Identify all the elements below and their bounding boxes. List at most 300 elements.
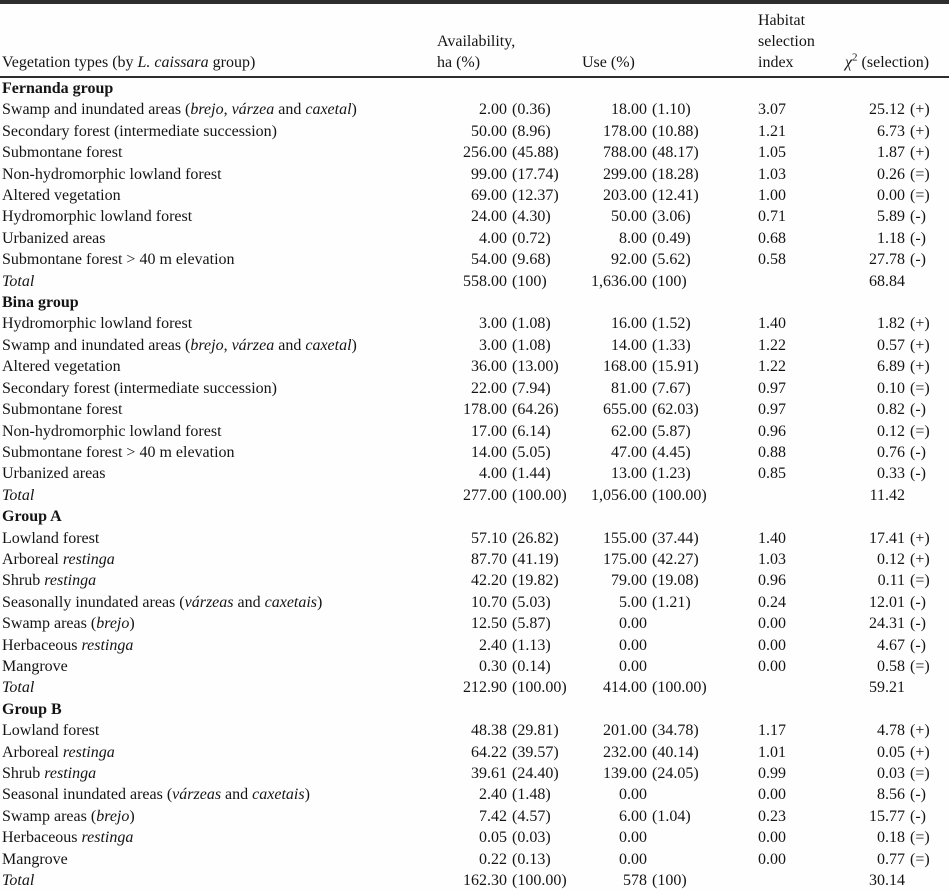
cell-availability	[437, 849, 582, 870]
table-row	[0, 399, 949, 420]
cell-use	[582, 656, 752, 677]
cell-index	[752, 677, 845, 698]
cell-vegetation: Hydromorphic lowland forest	[2, 208, 193, 226]
cell-availability	[437, 870, 582, 891]
cell-use	[582, 763, 752, 784]
value-sign: (-)	[910, 636, 926, 654]
cell-vegetation: Lowland forest	[2, 529, 100, 547]
total-row	[0, 271, 949, 292]
cell-chi	[845, 121, 949, 142]
cell-chi	[845, 742, 949, 763]
value-number: 1.87	[877, 144, 905, 162]
value-percent: (5.03)	[512, 593, 551, 611]
value-percent: (29.81)	[512, 722, 559, 740]
cell-vegetation: Arboreal restinga	[2, 743, 115, 761]
cell-index: 0.00	[758, 786, 786, 804]
cell-index: 0.71	[758, 208, 786, 226]
cell-use	[582, 827, 752, 848]
value-percent: (24.40)	[512, 765, 559, 782]
value-percent: (17.74)	[512, 165, 559, 183]
cell-availability	[437, 378, 582, 399]
cell-chi	[845, 463, 949, 484]
header-habitat-selection-index	[752, 4, 845, 77]
table-row	[0, 164, 949, 185]
cell-availability	[437, 99, 582, 120]
header-index-line2: selection	[758, 33, 815, 50]
cell-index: 1.40	[758, 529, 786, 547]
value-number: 655.00	[603, 401, 647, 419]
cell-vegetation: Non-hydromorphic lowland forest	[2, 165, 222, 183]
cell-vegetation: Hydromorphic lowland forest	[2, 315, 193, 333]
cell-availability	[437, 463, 582, 484]
cell-availability	[437, 570, 582, 591]
table-row	[0, 720, 949, 741]
value-percent: (9.68)	[512, 251, 551, 269]
value-number: 414.00	[603, 679, 647, 697]
value-number: 2.00	[479, 101, 507, 119]
table-row	[0, 121, 949, 142]
value-percent: (39.57)	[512, 743, 559, 761]
cell-vegetation: Mangrove	[2, 850, 68, 868]
value-number: 0.00	[619, 657, 647, 675]
cell-use	[582, 528, 752, 549]
value-number: 3.00	[479, 336, 507, 354]
cell-use	[582, 228, 752, 249]
cell-use	[582, 121, 752, 142]
value-number: 0.22	[479, 850, 507, 868]
cell-chi	[845, 763, 949, 784]
cell-chi	[845, 399, 949, 420]
cell-index: 0.58	[758, 251, 786, 269]
value-sign: (+)	[910, 144, 930, 162]
cell-vegetation: Swamp and inundated areas (brejo, várzea and caxetal)	[2, 101, 357, 119]
value-number: 0.18	[877, 829, 905, 847]
cell-availability	[437, 421, 582, 442]
value-sign: (+)	[910, 315, 930, 333]
cell-vegetation: Herbaceous restinga	[2, 636, 134, 654]
value-number: 59.21	[869, 679, 905, 697]
value-number: 99.00	[471, 165, 507, 183]
cell-availability	[437, 271, 582, 292]
cell-vegetation: Swamp areas (brejo)	[2, 615, 135, 633]
table-row	[0, 249, 949, 270]
cell-vegetation: Herbaceous restinga	[2, 829, 134, 847]
value-number: 50.00	[471, 122, 507, 140]
cell-availability	[437, 592, 582, 613]
cell-vegetation: Urbanized areas	[2, 229, 106, 247]
table-row	[0, 335, 949, 356]
cell-use	[582, 613, 752, 634]
cell-chi	[845, 442, 949, 463]
total-row	[0, 677, 949, 698]
cell-use	[582, 849, 752, 870]
cell-index: 0.97	[758, 401, 786, 419]
header-vegetation-label: Vegetation types (by L. caissara group)	[2, 54, 256, 71]
value-number: 6.73	[877, 122, 905, 140]
value-sign: (-)	[910, 807, 926, 825]
value-percent: (4.45)	[652, 443, 691, 461]
cell-index: 1.22	[758, 336, 786, 354]
cell-index: 1.00	[758, 187, 786, 205]
table-row	[0, 356, 949, 377]
value-number: 25.12	[869, 101, 905, 119]
value-percent: (0.49)	[652, 229, 691, 247]
value-percent: (45.88)	[512, 144, 559, 162]
table-row	[0, 592, 949, 613]
value-number: 8.56	[877, 786, 905, 804]
value-number: 0.00	[619, 850, 647, 868]
value-sign: (-)	[910, 615, 926, 633]
cell-chi	[845, 720, 949, 741]
cell-index: 0.00	[758, 657, 786, 675]
cell-use	[582, 421, 752, 442]
value-number: 79.00	[611, 572, 647, 590]
header-index-line1: Habitat	[758, 12, 806, 29]
value-number: 232.00	[603, 743, 647, 761]
value-number: 155.00	[603, 529, 647, 547]
cell-vegetation: Secondary forest (intermediate succession)	[2, 379, 278, 397]
cell-vegetation: Total	[2, 272, 35, 290]
value-number: 0.26	[877, 165, 905, 183]
table-row	[0, 99, 949, 120]
cell-chi	[845, 677, 949, 698]
value-percent: (0.72)	[512, 229, 551, 247]
value-number: 5.89	[877, 208, 905, 226]
value-sign: (+)	[910, 550, 930, 568]
value-percent: (10.88)	[652, 122, 699, 140]
header-availability	[437, 4, 582, 77]
value-number: 788.00	[603, 144, 647, 162]
value-sign: (-)	[910, 229, 926, 247]
cell-availability	[437, 399, 582, 420]
value-number: 0.76	[877, 443, 905, 461]
header-use-label: Use (%)	[582, 54, 635, 71]
cell-index: 1.40	[758, 315, 786, 333]
group-header-cell: Fernanda group	[2, 80, 114, 97]
table-row	[0, 378, 949, 399]
value-number: 48.38	[471, 722, 507, 740]
header-use	[582, 4, 752, 77]
value-sign: (-)	[910, 401, 926, 419]
value-number: 36.00	[471, 358, 507, 376]
value-percent: (1.10)	[652, 101, 691, 119]
value-number: 0.33	[877, 465, 905, 483]
cell-availability	[437, 763, 582, 784]
value-percent: (41.19)	[512, 550, 559, 568]
cell-vegetation: Submontane forest	[2, 401, 123, 419]
value-percent: (4.57)	[512, 807, 551, 825]
cell-vegetation: Mangrove	[2, 657, 68, 675]
value-number: 4.78	[877, 722, 905, 740]
cell-vegetation: Shrub restinga	[2, 572, 97, 590]
cell-use	[582, 185, 752, 206]
cell-index: 0.00	[758, 636, 786, 654]
value-percent: (18.28)	[652, 165, 699, 183]
cell-chi	[845, 549, 949, 570]
value-percent: (13.00)	[512, 358, 559, 376]
cell-use	[582, 99, 752, 120]
cell-availability	[437, 249, 582, 270]
value-sign: (+)	[910, 529, 930, 547]
value-number: 10.70	[471, 593, 507, 611]
cell-vegetation: Secondary forest (intermediate succession)	[2, 122, 278, 140]
value-number: 92.00	[611, 251, 647, 269]
header-availability-line2: ha (%)	[437, 54, 481, 71]
cell-chi	[845, 421, 949, 442]
value-number: 47.00	[611, 443, 647, 461]
cell-use	[582, 720, 752, 741]
table-row	[0, 784, 949, 805]
table-row	[0, 827, 949, 848]
cell-index: 0.85	[758, 465, 786, 483]
value-number: 212.90	[463, 679, 507, 697]
cell-index: 0.00	[758, 850, 786, 868]
cell-index: 1.17	[758, 722, 786, 740]
cell-chi	[845, 849, 949, 870]
table-header	[0, 4, 949, 77]
cell-chi	[845, 827, 949, 848]
cell-availability	[437, 313, 582, 334]
value-number: 16.00	[611, 315, 647, 333]
cell-chi	[845, 313, 949, 334]
value-number: 17.00	[471, 422, 507, 440]
value-number: 0.05	[877, 743, 905, 761]
cell-vegetation: Submontane forest > 40 m elevation	[2, 251, 235, 269]
table-row	[0, 849, 949, 870]
table-row	[0, 442, 949, 463]
cell-chi	[845, 613, 949, 634]
value-number: 0.58	[877, 657, 905, 675]
cell-chi	[845, 528, 949, 549]
value-number: 39.61	[471, 765, 507, 782]
value-sign: (+)	[910, 101, 930, 119]
value-percent: (1.21)	[652, 593, 691, 611]
group-header-cell: Bina group	[2, 294, 79, 312]
cell-use	[582, 635, 752, 656]
value-number: 24.31	[869, 615, 905, 633]
cell-chi	[845, 185, 949, 206]
value-percent: (1.44)	[512, 465, 551, 483]
value-percent: (4.30)	[512, 208, 551, 226]
value-number: 178.00	[463, 401, 507, 419]
value-percent: (34.78)	[652, 722, 699, 740]
cell-use	[582, 570, 752, 591]
value-percent: (0.13)	[512, 850, 551, 868]
value-sign: (=)	[910, 829, 930, 847]
value-percent: (64.26)	[512, 401, 559, 419]
value-number: 54.00	[471, 251, 507, 269]
cell-vegetation: Seasonal inundated areas (várzeas and caxetais)	[2, 786, 310, 804]
value-number: 256.00	[463, 144, 507, 162]
value-sign: (+)	[910, 122, 930, 140]
table-row	[0, 528, 949, 549]
value-number: 30.14	[869, 872, 905, 890]
cell-chi	[845, 592, 949, 613]
value-percent: (5.05)	[512, 443, 551, 461]
cell-index: 1.01	[758, 743, 786, 761]
value-percent: (100.00)	[512, 872, 567, 890]
cell-index: 3.07	[758, 101, 786, 119]
cell-chi	[845, 485, 949, 506]
value-sign: (+)	[910, 743, 930, 761]
value-number: 201.00	[603, 722, 647, 740]
value-number: 27.78	[869, 251, 905, 269]
header-availability-line1: Availability,	[437, 33, 516, 50]
value-percent: (1.48)	[512, 786, 551, 804]
group-header-row	[0, 77, 949, 99]
cell-index: 0.00	[758, 615, 786, 633]
cell-use	[582, 592, 752, 613]
value-percent: (5.87)	[652, 422, 691, 440]
value-number: 14.00	[611, 336, 647, 354]
value-number: 69.00	[471, 187, 507, 205]
cell-vegetation: Non-hydromorphic lowland forest	[2, 422, 222, 440]
value-percent: (8.96)	[512, 122, 551, 140]
cell-chi	[845, 870, 949, 891]
cell-index: 0.68	[758, 229, 786, 247]
cell-chi	[845, 249, 949, 270]
cell-vegetation: Submontane forest	[2, 144, 123, 162]
cell-index: 1.03	[758, 550, 786, 568]
value-percent: (19.08)	[652, 572, 699, 590]
cell-use	[582, 806, 752, 827]
value-percent: (19.82)	[512, 572, 559, 590]
value-number: 0.00	[877, 187, 905, 205]
cell-index: 1.21	[758, 122, 786, 140]
cell-vegetation: Seasonally inundated areas (várzeas and caxetais)	[2, 593, 323, 611]
value-percent: (6.14)	[512, 422, 551, 440]
cell-use	[582, 399, 752, 420]
value-number: 5.00	[619, 593, 647, 611]
cell-index: 0.88	[758, 443, 786, 461]
value-number: 1.82	[877, 315, 905, 333]
value-percent: (100)	[652, 272, 687, 290]
cell-vegetation: Total	[2, 679, 35, 697]
cell-chi	[845, 356, 949, 377]
total-row	[0, 870, 949, 891]
cell-availability	[437, 528, 582, 549]
value-percent: (1.08)	[512, 336, 551, 354]
header-row	[0, 4, 949, 77]
value-percent: (100.00)	[652, 679, 707, 697]
cell-availability	[437, 613, 582, 634]
cell-vegetation: Swamp and inundated areas (brejo, várzea and caxetal)	[2, 336, 357, 354]
value-sign: (-)	[910, 593, 926, 611]
value-percent: (5.87)	[512, 615, 551, 633]
value-number: 0.77	[877, 850, 905, 868]
value-percent: (42.27)	[652, 550, 699, 568]
cell-use	[582, 313, 752, 334]
value-sign: (=)	[910, 422, 930, 440]
value-number: 6.89	[877, 358, 905, 376]
cell-use	[582, 271, 752, 292]
table-body	[0, 77, 949, 891]
cell-availability	[437, 677, 582, 698]
cell-chi	[845, 271, 949, 292]
value-percent: (48.17)	[652, 144, 699, 162]
value-sign: (=)	[910, 657, 930, 675]
value-sign: (=)	[910, 765, 930, 782]
value-sign: (+)	[910, 358, 930, 376]
cell-availability	[437, 228, 582, 249]
value-number: 1,056.00	[591, 486, 647, 504]
cell-index: 0.96	[758, 422, 786, 440]
group-header-cell: Group B	[2, 700, 62, 718]
table-row	[0, 763, 949, 784]
cell-chi	[845, 570, 949, 591]
cell-availability	[437, 784, 582, 805]
cell-index: 0.99	[758, 765, 786, 782]
cell-vegetation: Submontane forest > 40 m elevation	[2, 443, 235, 461]
value-percent: (40.14)	[652, 743, 699, 761]
value-number: 4.00	[479, 229, 507, 247]
cell-availability	[437, 164, 582, 185]
cell-chi	[845, 142, 949, 163]
value-percent: (0.03)	[512, 829, 551, 847]
value-percent: (100)	[512, 272, 547, 290]
total-row	[0, 485, 949, 506]
group-header-row	[0, 506, 949, 527]
cell-chi	[845, 378, 949, 399]
value-number: 0.82	[877, 401, 905, 419]
value-percent: (1.08)	[512, 315, 551, 333]
value-number: 277.00	[463, 486, 507, 504]
value-percent: (0.14)	[512, 657, 551, 675]
value-number: 11.42	[869, 486, 905, 504]
value-number: 12.01	[869, 593, 905, 611]
value-number: 62.00	[611, 422, 647, 440]
value-percent: (3.06)	[652, 208, 691, 226]
cell-vegetation: Arboreal restinga	[2, 550, 115, 568]
cell-use	[582, 164, 752, 185]
group-header-cell: Group A	[2, 508, 62, 526]
cell-vegetation: Swamp areas (brejo)	[2, 807, 135, 825]
table-row	[0, 806, 949, 827]
value-number: 139.00	[603, 765, 647, 782]
cell-availability	[437, 549, 582, 570]
value-sign: (-)	[910, 443, 926, 461]
cell-vegetation: Total	[2, 872, 35, 890]
cell-availability	[437, 827, 582, 848]
cell-use	[582, 677, 752, 698]
cell-availability	[437, 806, 582, 827]
table-row	[0, 185, 949, 206]
value-sign: (=)	[910, 187, 930, 205]
value-number: 50.00	[611, 208, 647, 226]
value-percent: (1.23)	[652, 465, 691, 483]
value-number: 6.00	[619, 807, 647, 825]
cell-chi	[845, 164, 949, 185]
value-percent: (1.13)	[512, 636, 551, 654]
value-number: 0.05	[479, 829, 507, 847]
value-number: 13.00	[611, 465, 647, 483]
table-row	[0, 549, 949, 570]
cell-vegetation: Altered vegetation	[2, 358, 121, 376]
value-number: 15.77	[869, 807, 905, 825]
value-number: 2.40	[479, 786, 507, 804]
value-percent: (12.41)	[652, 187, 699, 205]
value-sign: (-)	[910, 251, 926, 269]
value-number: 178.00	[603, 122, 647, 140]
table-row	[0, 142, 949, 163]
value-sign: (-)	[910, 786, 926, 804]
cell-chi	[845, 784, 949, 805]
cell-chi	[845, 206, 949, 227]
value-number: 42.20	[471, 572, 507, 590]
cell-use	[582, 485, 752, 506]
cell-chi	[845, 656, 949, 677]
value-number: 3.00	[479, 315, 507, 333]
